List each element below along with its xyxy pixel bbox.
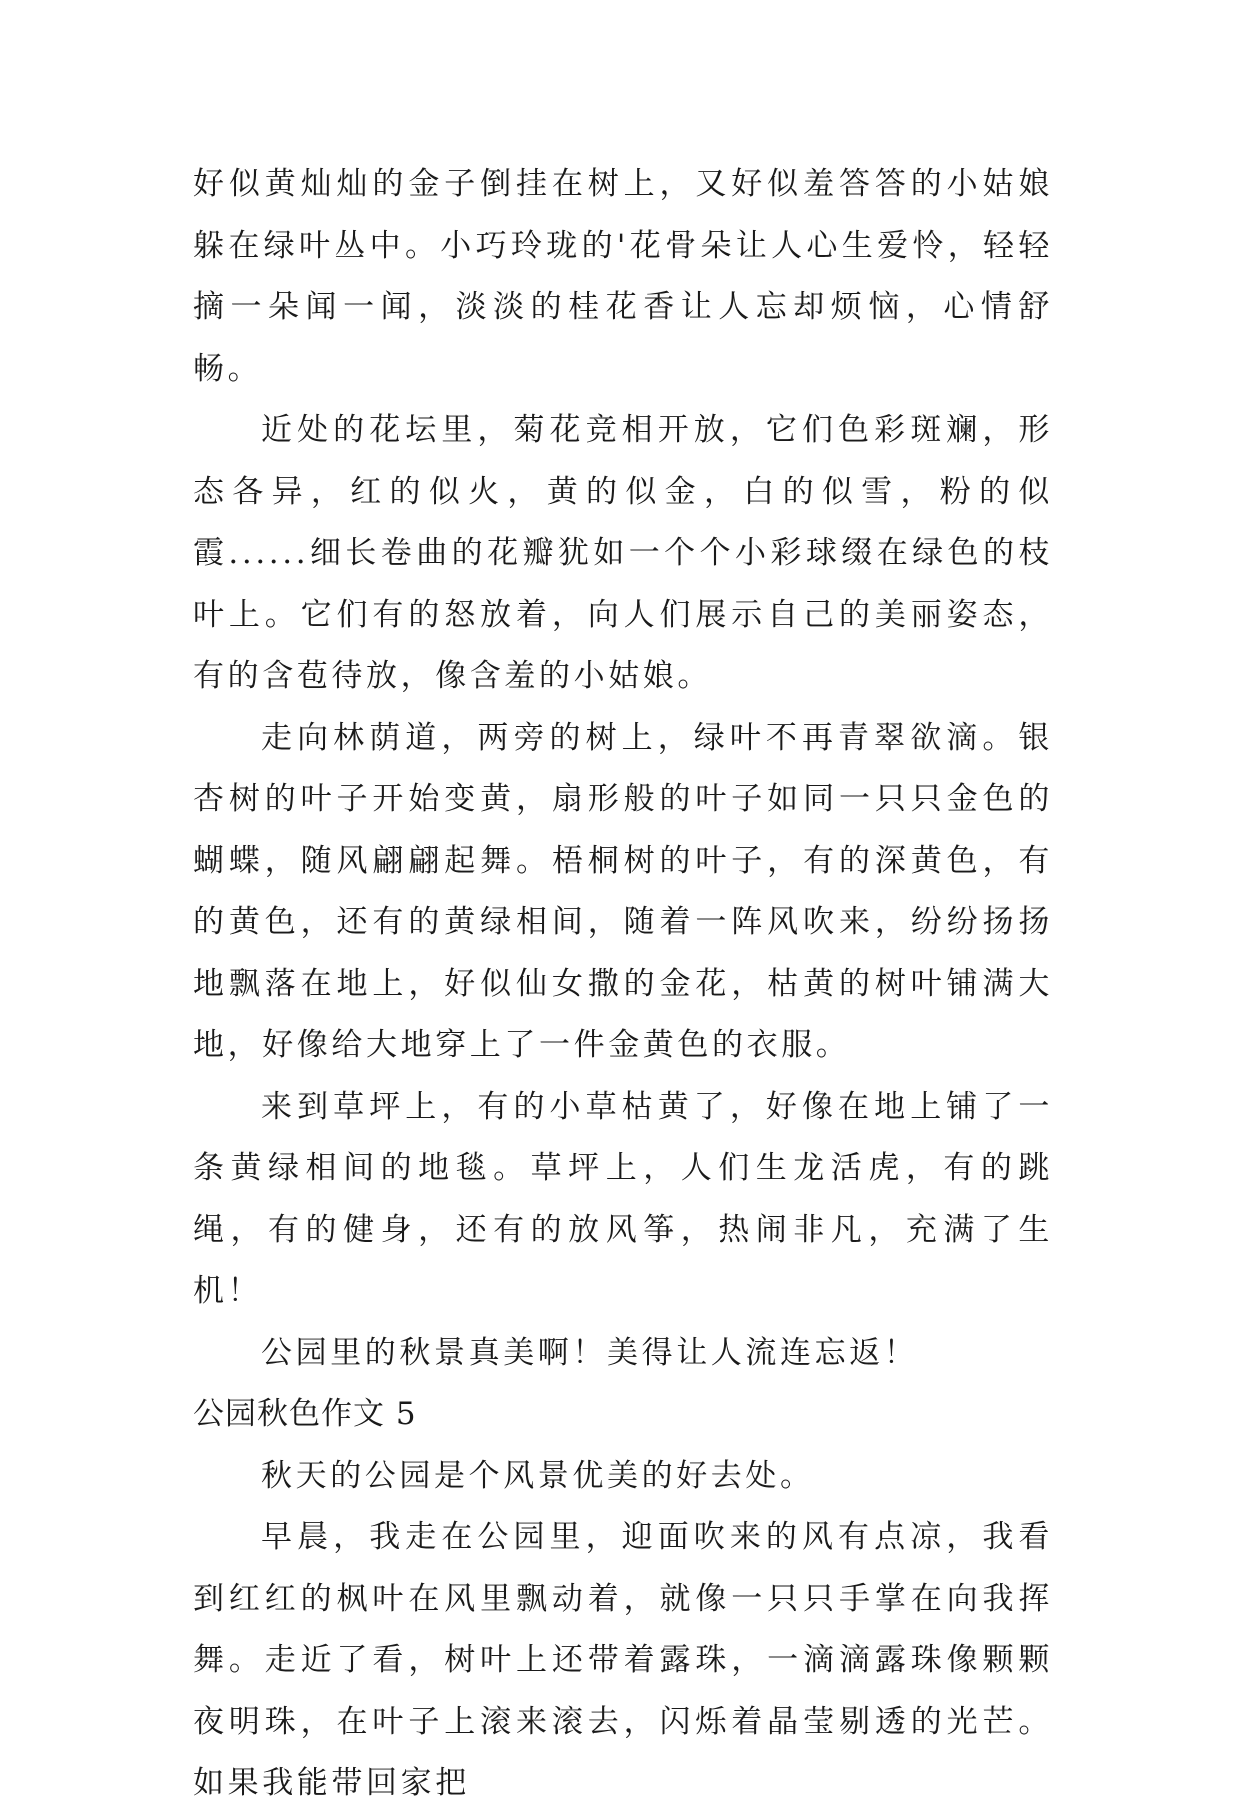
- paragraph-morning: 早晨，我走在公园里，迎面吹来的风有点凉，我看到红红的枫叶在风里飘动着，就像一只只手掌在向我挥舞。走近了看，树叶上还带着露珠，一滴滴露珠像颗颗夜明珠，在叶子上滚来滚去，闪烁着晶莹剔透的光芒。如果我能带回家把: [193, 1519, 1053, 1801]
- paragraph-chrysanthemum: 近处的花坛里，菊花竞相开放，它们色彩斑斓，形态各异，红的似火，黄的似金，白的似雪，粉的似霞......细长卷曲的花瓣犹如一个个小彩球缀在绿色的枝叶上。它们有的怒放着，向人们展示自己的美丽姿态，有的含苞待放，像含羞的小姑娘。: [193, 412, 1053, 694]
- paragraph-boulevard: 走向林荫道，两旁的树上，绿叶不再青翠欲滴。银杏树的叶子开始变黄，扇形般的叶子如同一只只金色的蝴蝶，随风翩翩起舞。梧桐树的叶子，有的深黄色，有的黄色，还有的黄绿相间，随着一阵风吹来，纷纷扬扬地飘落在地上，好似仙女撒的金花，枯黄的树叶铺满大地，好像给大地穿上了一件金黄色的衣服。: [193, 719, 1053, 1063]
- paragraph-lawn: 来到草坪上，有的小草枯黄了，好像在地上铺了一条黄绿相间的地毯。草坪上，人们生龙活虎，有的跳绳，有的健身，还有的放风筝，热闹非凡，充满了生机！: [193, 1088, 1053, 1309]
- paragraph-intro: 秋天的公园是个风景优美的好去处。: [261, 1457, 815, 1494]
- essay-heading: 公园秋色作文 5: [193, 1396, 417, 1432]
- paragraph-conclusion: 公园里的秋景真美啊！美得让人流连忘返！: [261, 1334, 919, 1371]
- paragraph-osmanthus: 好似黄灿灿的金子倒挂在树上，又好似羞答答的小姑娘躲在绿叶丛中。小巧玲珑的'花骨朵让人心生爱怜，轻轻摘一朵闻一闻，淡淡的桂花香让人忘却烦恼，心情舒畅。: [193, 166, 1053, 387]
- document-body: [193, 154, 1053, 1815]
